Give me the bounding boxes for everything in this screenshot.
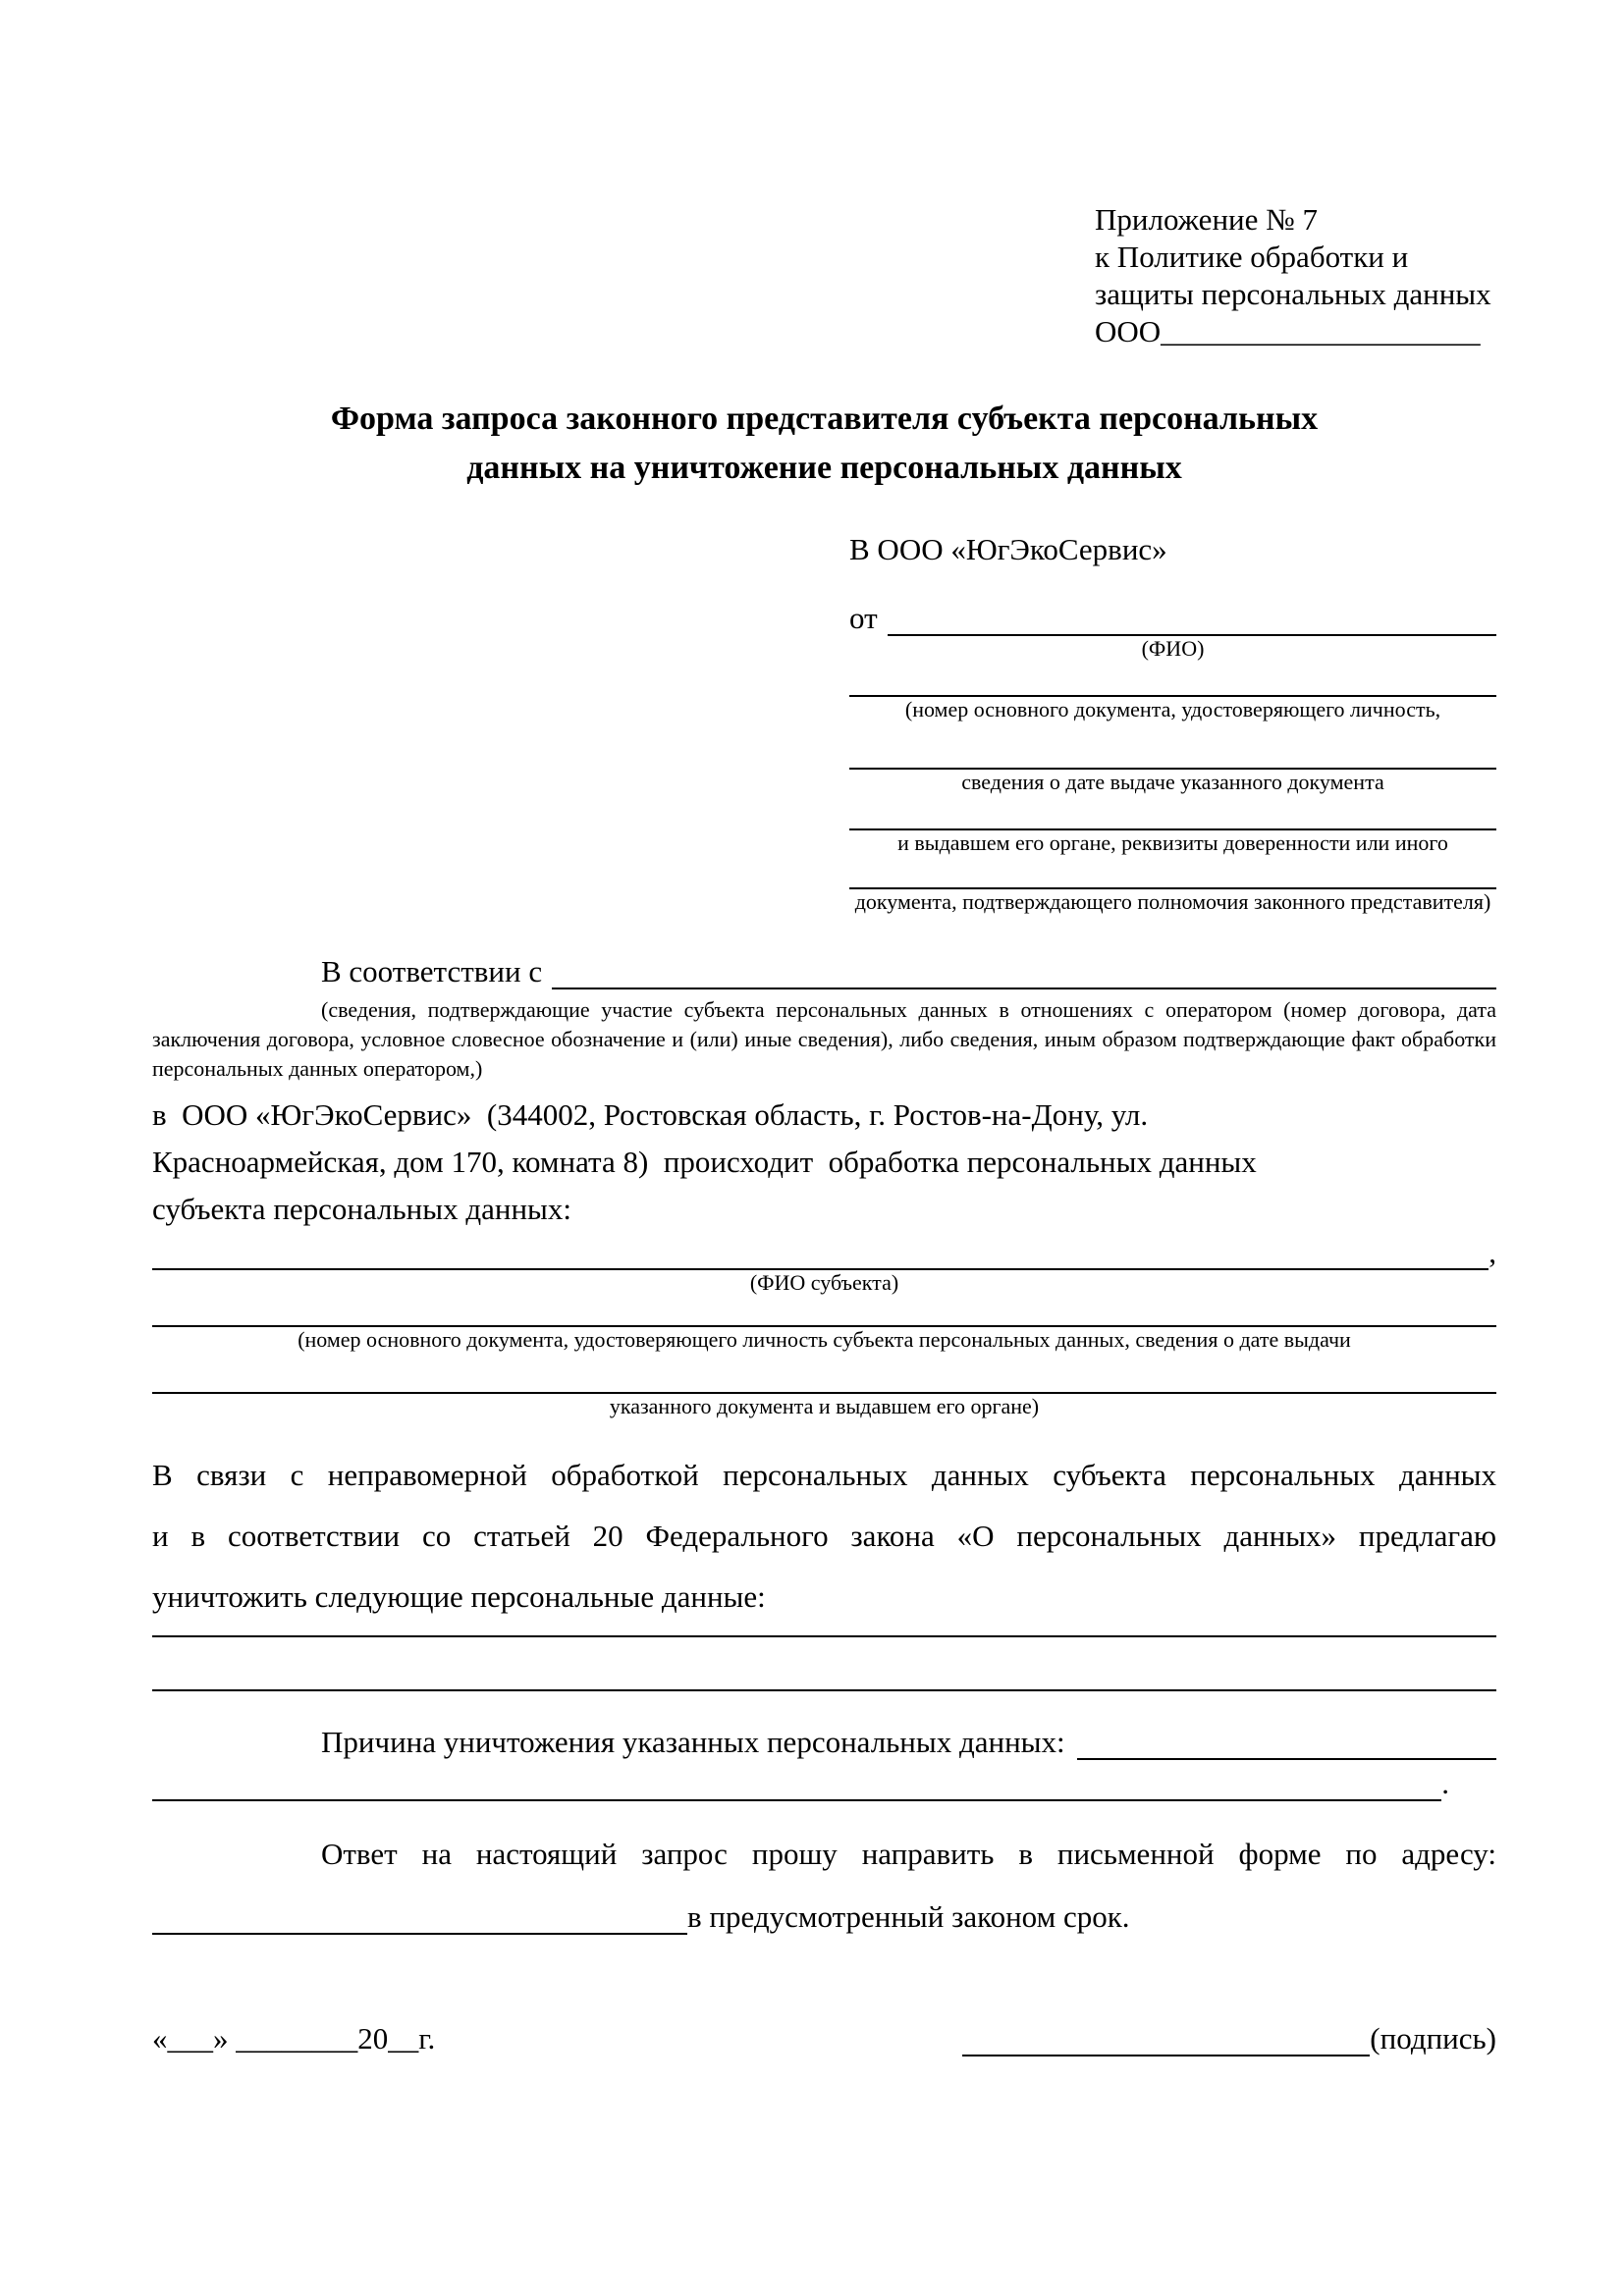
operator-paragraph-line: субъекта персональных данных: <box>152 1192 571 1226</box>
reason-blank-line <box>1077 1725 1496 1760</box>
reason-row <box>152 1725 1496 1760</box>
accordance-row <box>152 954 1496 989</box>
reason-blank-line <box>152 1766 1441 1801</box>
representative-document-caption: (номер основного документа, удостоверяющего личность, <box>904 697 1441 721</box>
accordance-footnote: (сведения, подтверждающие участие субъекта персональных данных в отношениях с оператором (номер договора, дата заключения договора, условное словесное обозначение и (или) иные сведения), либо сведения, иным образом подтверждающие факт обработки персональных данных оператором,) <box>152 997 1496 1081</box>
reply-paragraph: Ответ на настоящий запрос прошу направить в письменной форме по адресу: <box>321 1837 1496 1871</box>
representative-document-blank-line <box>849 795 1496 830</box>
annex-header-ooo-line: ООО_____________________ <box>1095 314 1481 348</box>
document-title <box>152 395 1496 493</box>
accordance-blank-line <box>552 988 1496 989</box>
annex-header <box>1095 201 1496 350</box>
representative-document-blank-line <box>849 856 1496 889</box>
operator-paragraph-line: в ООО «ЮгЭкоСервис» (344002, Ростовская область, г. Ростов-на-Дону, ул. <box>152 1097 1149 1132</box>
signature-group <box>962 2021 1496 2056</box>
document-title-line: данных на уничтожение персональных данных <box>466 450 1182 486</box>
subject-document-blank-line <box>152 1353 1496 1394</box>
subject-fio-comma: , <box>1489 1235 1496 1269</box>
annex-header-line: Приложение № 7 <box>1095 202 1318 237</box>
addressee-block <box>849 532 1496 915</box>
subject-document-caption: (номер основного документа, удостоверяющего личность субъекта персональных данных, сведения о дате выдачи <box>298 1327 1351 1352</box>
date-blank-text: «___» ________20__г. <box>152 2021 436 2056</box>
data-to-destroy-blank-line <box>152 1628 1496 1637</box>
demand-paragraph-line: В связи с неправомерной обработкой персональных данных субъекта персональных данных <box>152 1458 1496 1492</box>
from-row <box>849 601 1496 636</box>
annex-header-line: защиты персональных данных <box>1095 277 1491 311</box>
from-label: от <box>849 601 878 635</box>
operator-paragraph-line: Красноармейская, дом 170, комната 8) происходит обработка персональных данных <box>152 1145 1257 1179</box>
subject-document-blank-line <box>152 1296 1496 1327</box>
data-to-destroy-blank-line <box>152 1637 1496 1691</box>
demand-paragraph-line: уничтожить следующие персональные данные: <box>152 1579 766 1614</box>
representative-document-caption: и выдавшем его органе, реквизиты доверенности или иного <box>897 830 1448 855</box>
operator-paragraph <box>152 1092 1496 1233</box>
representative-document-caption: сведения о дате выдаче указанного документа <box>961 770 1384 794</box>
signature-caption: (подпись) <box>1370 2021 1496 2056</box>
accordance-label: В соответствии с <box>321 954 543 988</box>
reason-label: Причина уничтожения указанных персональных данных: <box>321 1725 1065 1759</box>
subject-document-caption: указанного документа и выдавшем его органе) <box>609 1394 1040 1418</box>
reply-address-blank-line <box>152 1899 687 1935</box>
annex-header-line: к Политике обработки и <box>1095 240 1409 274</box>
addressee-organization: В ООО «ЮгЭкоСервис» <box>849 532 1167 566</box>
representative-document-blank-line <box>849 662 1496 697</box>
subject-fio-caption: (ФИО субъекта) <box>749 1270 899 1295</box>
representative-document-blank-line <box>849 722 1496 770</box>
signature-blank-line <box>962 2023 1370 2056</box>
demand-paragraph <box>152 1445 1496 1628</box>
representative-document-caption: документа, подтверждающего полномочия законного представителя) <box>854 889 1491 914</box>
document-title-line: Форма запроса законного представителя субъекта персональных <box>330 400 1319 437</box>
reason-period: . <box>1441 1766 1449 1800</box>
subject-fio-row <box>152 1235 1496 1270</box>
reply-tail-text: в предусмотренный законом срок. <box>687 1899 1130 1934</box>
subject-fio-blank-line <box>152 1237 1489 1270</box>
fio-caption: (ФИО) <box>1141 636 1205 661</box>
footer-row <box>152 2021 1496 2056</box>
reason-continuation-row <box>152 1766 1496 1801</box>
reply-address-row <box>152 1899 1496 1935</box>
demand-paragraph-line: и в соответствии со статьей 20 Федерального закона «О персональных данных» предлагаю <box>152 1519 1496 1553</box>
